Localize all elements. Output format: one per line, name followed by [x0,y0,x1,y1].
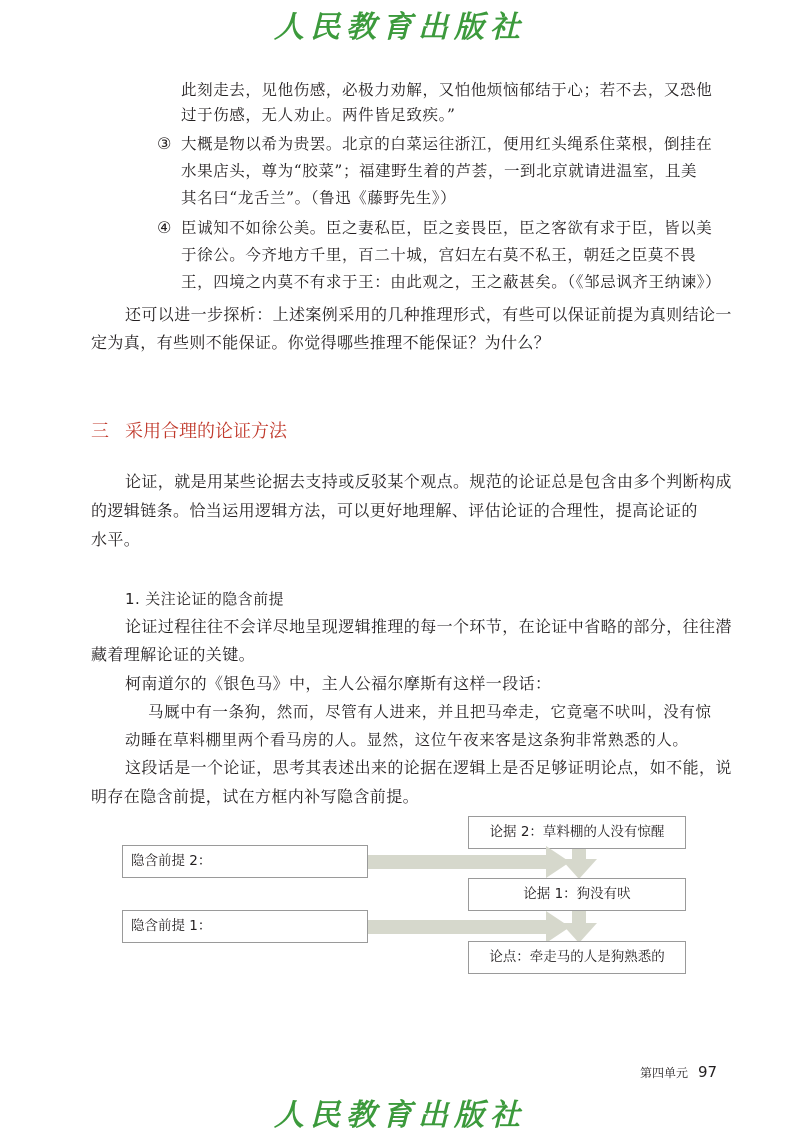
section-title: 采用合理的论证方法 [125,421,287,442]
subsection-para-3-line-1: 这段话是一个论证，思考其表述出来的论据在逻辑上是否足够证明论点，如不能，说 [125,758,732,777]
example-3-line-3: 其名曰“龙舌兰”。（鲁迅《藤野先生》） [181,189,457,207]
section-heading [91,421,287,443]
conclusion-box [468,941,686,974]
hidden-premise-1-label: 隐含前提 1： [131,918,212,934]
example-4-line-3: 王，四境之内莫不有求于王：由此观之，王之蔽甚矣。（《邹忌讽齐王纳谏》） [181,273,722,291]
hidden-premise-2-label: 隐含前提 2： [131,853,212,869]
example-3-line-2: 水果店头，尊为“胶菜”；福建野生着的芦荟，一到北京就请进温室，且美 [181,162,698,180]
premise-2-arrow [368,855,546,869]
quote-continuation-line-1: 此刻走去，见他伤感，必极力劝解，又怕他烦恼郁结于心；若不去，又恐他 [181,81,713,99]
down-arrow-2 [572,911,586,923]
argument-2-box [468,816,686,849]
hidden-premise-1-box[interactable] [122,910,368,943]
example-3-number: ③ [157,134,172,153]
down-arrow-1 [572,849,586,859]
hidden-premise-2-box[interactable] [122,845,368,878]
subsection-title: 1. 关注论证的隐含前提 [125,590,284,608]
conclusion-text: 论点：牵走马的人是狗熟悉的 [489,949,665,965]
unit-label: 第四单元 [640,1066,689,1080]
subsection-para-1-line-1: 论证过程往往不会详尽地呈现逻辑推理的每一个环节，在论证中省略的部分，往往潜 [125,617,732,636]
premise-1-arrow [368,920,546,934]
argument-2-text: 论据 2：草料棚的人没有惊醒 [489,824,665,840]
example-4-line-1: 臣诚知不如徐公美。臣之妻私臣，臣之妾畏臣，臣之客欲有求于臣，皆以美 [181,219,713,237]
holmes-quote-line-2: 动睡在草料棚里两个看马房的人。显然，这位午夜来客是这条狗非常熟悉的人。 [125,731,689,749]
argument-1-box [468,878,686,911]
page-number: 97 [698,1063,718,1081]
intro-line-1: 论证，就是用某些论据去支持或反驳某个观点。规范的论证总是包含由多个判断构成 [125,472,732,491]
publisher-logo-bottom: 人民教育出版社 [274,1098,526,1133]
subsection-para-1-line-2: 藏着理解论证的关键。 [91,645,256,664]
argument-1-text: 论据 1：狗没有吠 [523,886,631,902]
holmes-quote-line-1: 马厩中有一条狗，然而，尽管有人进来，并且把马牵走，它竟毫不吠叫，没有惊 [148,703,712,721]
example-4-number: ④ [157,218,172,237]
subsection-para-3-line-2: 明存在隐含前提，试在方框内补写隐含前提。 [91,787,420,806]
section-number: 三 [91,421,109,442]
example-4-line-2: 于徐公。今齐地方千里，百二十城，宫妇左右莫不私王，朝廷之臣莫不畏 [181,246,697,264]
further-analysis-line-2: 定为真，有些则不能保证。你觉得哪些推理不能保证？为什么？ [91,333,551,352]
quote-continuation-line-2: 过于伤感，无人劝止。两件皆足致疾。” [181,106,456,124]
publisher-logo-top: 人民教育出版社 [274,10,526,45]
subsection-para-2: 柯南道尔的《银色马》中，主人公福尔摩斯有这样一段话： [125,674,552,693]
further-analysis-line-1: 还可以进一步探析：上述案例采用的几种推理形式，有些可以保证前提为真则结论一 [125,305,732,324]
example-3-line-1: 大概是物以希为贵罢。北京的白菜运往浙江，便用红头绳系住菜根，倒挂在 [181,135,713,153]
intro-line-3: 水平。 [91,530,141,549]
intro-line-2: 的逻辑链条。恰当运用逻辑方法，可以更好地理解、评估论证的合理性，提高论证的 [91,501,698,520]
page-footer [640,1062,717,1081]
